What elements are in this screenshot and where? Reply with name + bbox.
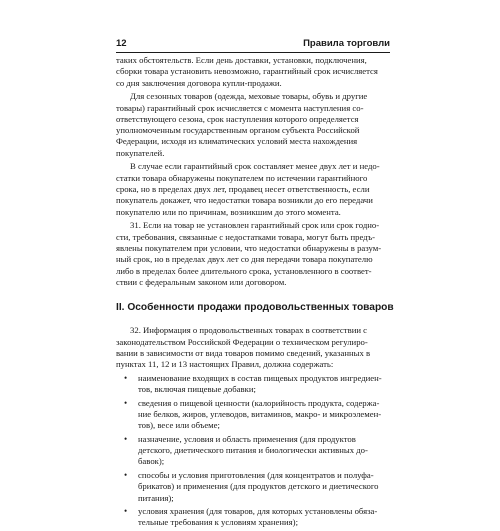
text-line: 31. Если на товар не установлен гарантийный срок или срок годно- [130, 220, 380, 231]
list-item [116, 434, 390, 468]
text-line: со дня заключения договора купли-продажи. [116, 77, 282, 88]
text-line: питания); [138, 492, 174, 503]
text-line: покупателю или по причинам, возникшим до этого момента. [116, 206, 341, 217]
text-line: пунктах 11, 12 и 13 настоящих Правил, должна содержать: [116, 359, 334, 370]
bullet-icon: • [124, 433, 128, 444]
text-line: покупатель докажет, что недостатки товара возникли до его передачи [116, 195, 373, 206]
text-line: ствии с федеральным законом или договором. [116, 276, 287, 287]
paragraph [116, 91, 390, 159]
body-text [116, 55, 394, 531]
running-title: Правила торговли [303, 38, 390, 49]
text-line: В случае если гарантийный срок составляет менее двух лет и недо- [130, 161, 380, 172]
list-item [116, 398, 390, 432]
text-line: сти, требования, связанные с недостатками товара, могут быть предъ- [116, 231, 375, 242]
text-line: таких обстоятельств. Если день доставки, установки, подключения, [116, 55, 367, 65]
bullet-icon: • [124, 397, 128, 408]
bullet-icon: • [124, 372, 128, 383]
text-line: Федерации, исходя из климатических условий места нахождения [116, 136, 358, 147]
text-line: явлены покупателем при условии, что недостатки обнаружены в разум- [116, 242, 382, 253]
paragraph [116, 161, 390, 217]
text-line: способы и условия приготовления (для концентратов и полуфа- [138, 469, 374, 480]
text-line: срока, но в пределах двух лет, продавец несет ответственность, если [116, 184, 370, 195]
text-line: ние белков, жиров, углеводов, витаминов, макро- и микроэлемен- [138, 409, 382, 420]
text-line: уполномоченным государственным органом субъекта Российской [116, 125, 360, 136]
text-line: тов), весе или объеме; [138, 420, 220, 431]
text-line: сборки товара установить невозможно, гарантийный срок исчисляется [116, 66, 378, 77]
text-line: законодательством Российской Федерации о техническом регулиро- [116, 336, 368, 347]
requirements-list [116, 373, 390, 529]
text-line: назначение, условия и область применения (для продуктов [138, 433, 356, 444]
running-head [116, 37, 390, 50]
text-line: тельные требования к условиям хранения); [138, 517, 298, 528]
text-line: вании в зависимости от вида товаров помимо сведений, указанных в [116, 348, 371, 358]
text-line: статки товара обнаружены покупателем по истечении гарантийного [116, 172, 368, 183]
text-line: тов, включая пищевые добавки; [138, 384, 256, 395]
text-line: товары) гарантийный срок исчисляется с момента наступления со- [116, 102, 364, 113]
header-rule [116, 52, 390, 53]
text-line: сведения о пищевой ценности (калорийность продукта, содержа- [138, 397, 380, 408]
text-line: покупателей. [116, 147, 165, 158]
text-line: наименование входящих в состав пищевых продуктов ингредиен- [138, 372, 382, 383]
text-line: условия хранения (для товаров, для которых установлены обяза- [138, 506, 378, 516]
text-line: детского, диетического питания и биологически активных до- [138, 445, 368, 456]
text-line: ный срок, но в пределах двух лет со дня передачи товара покупателю [116, 254, 373, 265]
text-line: либо в пределах более длительного срока, установленного в соответ- [116, 265, 372, 276]
paragraph [116, 325, 390, 370]
text-line: ответствующего сезона, срок наступления которого определяется [116, 113, 359, 124]
text-line: 32. Информация о продовольственных товарах в соответствии с [130, 325, 368, 336]
text-line: Для сезонных товаров (одежда, меховые товары, обувь и другие [130, 91, 368, 102]
paragraph [116, 55, 390, 89]
bullet-icon: • [124, 506, 128, 516]
bullet-icon: • [124, 469, 128, 480]
paragraph [116, 220, 390, 288]
list-item [116, 470, 390, 504]
section-heading: II. Особенности продажи продовольственных товаров [116, 302, 394, 314]
list-item [116, 373, 390, 396]
page-number: 12 [116, 38, 127, 49]
text-line: бавок); [138, 456, 165, 467]
list-item [116, 506, 390, 529]
text-line: брикатов) и применения (для продуктов детского и диетического [138, 481, 379, 492]
